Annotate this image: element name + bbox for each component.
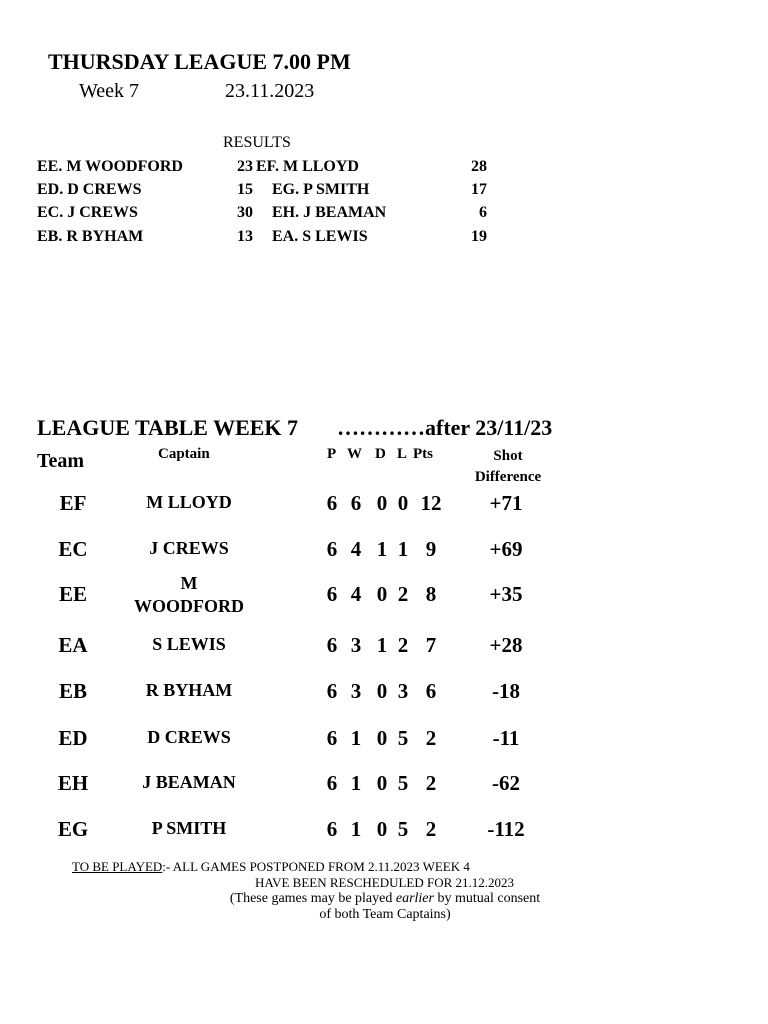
captain-name: M LLOYD [146,492,232,512]
played-count: 6 [326,633,338,657]
result-away-score: 6 [479,204,487,221]
lost-count: 1 [397,537,409,561]
won-count: 3 [350,633,362,657]
shot-difference-value: -11 [492,726,520,750]
captain-name: J CREWS [149,538,229,558]
team-code: EG [57,817,89,841]
result-home-score: 23 [237,158,253,175]
drawn-count: 1 [376,633,388,657]
points-value: 2 [425,817,437,841]
won-count: 6 [350,491,362,515]
column-header-shot-line1: Shot [493,448,523,464]
shot-difference-value: +35 [489,582,523,606]
league-table-title: LEAGUE TABLE WEEK 7 [37,415,299,440]
result-away-team: EH. J BEAMAN [272,204,387,221]
played-count: 6 [326,582,338,606]
column-header-d: D [375,446,386,462]
captain-name: D CREWS [147,727,231,747]
lost-count: 5 [397,771,409,795]
week-label: Week 7 [79,80,140,102]
played-count: 6 [326,771,338,795]
postponed-text: :- ALL GAMES POSTPONED FROM 2.11.2023 WEEK 4 [162,859,470,874]
points-value: 2 [425,771,437,795]
lost-count: 5 [397,726,409,750]
points-value: 2 [425,726,437,750]
won-count: 1 [350,771,362,795]
shot-difference-value: +28 [489,633,523,657]
to-be-played-label: TO BE PLAYED [72,859,163,874]
won-count: 1 [350,817,362,841]
note-italic: earlier [395,891,434,906]
drawn-count: 0 [376,491,388,515]
column-header-shot-difference [462,446,554,488]
result-home-score: 15 [237,181,253,198]
league-table-after-date: …………after 23/11/23 [337,415,553,440]
points-value: 8 [425,582,437,606]
drawn-count: 0 [376,679,388,703]
lost-count: 3 [397,679,409,703]
lost-count: 2 [397,582,409,606]
shot-difference-value: -18 [492,679,520,703]
drawn-count: 1 [376,537,388,561]
team-code: EF [59,491,87,515]
result-away-score: 28 [471,158,487,175]
captain-name: M WOODFORD [134,573,244,616]
points-value: 9 [425,537,437,561]
points-value: 6 [425,679,437,703]
lost-count: 5 [397,817,409,841]
note-line2: of both Team Captains) [319,907,451,922]
note-before: (These games may be played [229,891,396,906]
team-code: EB [58,679,87,703]
mutual-consent-note [200,891,570,923]
shot-difference-value: -62 [492,771,520,795]
captain-name: S LEWIS [152,634,226,654]
points-value: 7 [425,633,437,657]
result-away-team: EF. M LLOYD [256,158,359,175]
column-header-p: P [327,446,337,462]
result-away-score: 17 [471,181,487,198]
column-header-w: W [347,446,362,462]
captain-name: R BYHAM [145,680,233,700]
played-count: 6 [326,726,338,750]
team-code: EC [58,537,88,561]
team-code: EE [58,582,87,606]
results-heading: RESULTS [223,134,291,151]
result-away-score: 19 [471,228,487,245]
result-home-team: ED. D CREWS [37,181,142,198]
played-count: 6 [326,537,338,561]
played-count: 6 [326,679,338,703]
team-code: EH [57,771,89,795]
drawn-count: 0 [376,771,388,795]
drawn-count: 0 [376,817,388,841]
shot-difference-value: +71 [489,491,523,515]
column-header-l: L [397,446,408,462]
played-count: 6 [326,491,338,515]
lost-count: 0 [397,491,409,515]
won-count: 3 [350,679,362,703]
drawn-count: 0 [376,582,388,606]
played-count: 6 [326,817,338,841]
result-away-team: EG. P SMITH [272,181,370,198]
shot-difference-value: +69 [489,537,523,561]
result-home-team: EB. R BYHAM [37,228,144,245]
note-after: by mutual consent [433,891,541,906]
column-header-pts: Pts [413,446,433,462]
page-title: THURSDAY LEAGUE 7.00 PM [48,49,351,74]
won-count: 1 [350,726,362,750]
column-header-team: Team [37,450,85,472]
team-code: EA [58,633,88,657]
column-header-captain: Captain [158,446,210,462]
captain-name: P SMITH [151,818,227,838]
team-code: ED [58,726,88,750]
shot-difference-value: -112 [487,817,525,841]
won-count: 4 [350,537,362,561]
result-home-team: EE. M WOODFORD [37,158,183,175]
result-away-team: EA. S LEWIS [272,228,368,245]
captain-name: J BEAMAN [142,772,236,792]
lost-count: 2 [397,633,409,657]
date-label: 23.11.2023 [225,80,315,102]
won-count: 4 [350,582,362,606]
result-home-team: EC. J CREWS [37,204,138,221]
points-value: 12 [420,491,442,515]
result-home-score: 30 [237,204,253,221]
column-header-shot-line2: Difference [474,469,542,485]
rescheduled-text: HAVE BEEN RESCHEDULED FOR 21.12.2023 [255,875,515,890]
result-home-score: 13 [237,228,253,245]
drawn-count: 0 [376,726,388,750]
to-be-played-line [72,859,470,875]
